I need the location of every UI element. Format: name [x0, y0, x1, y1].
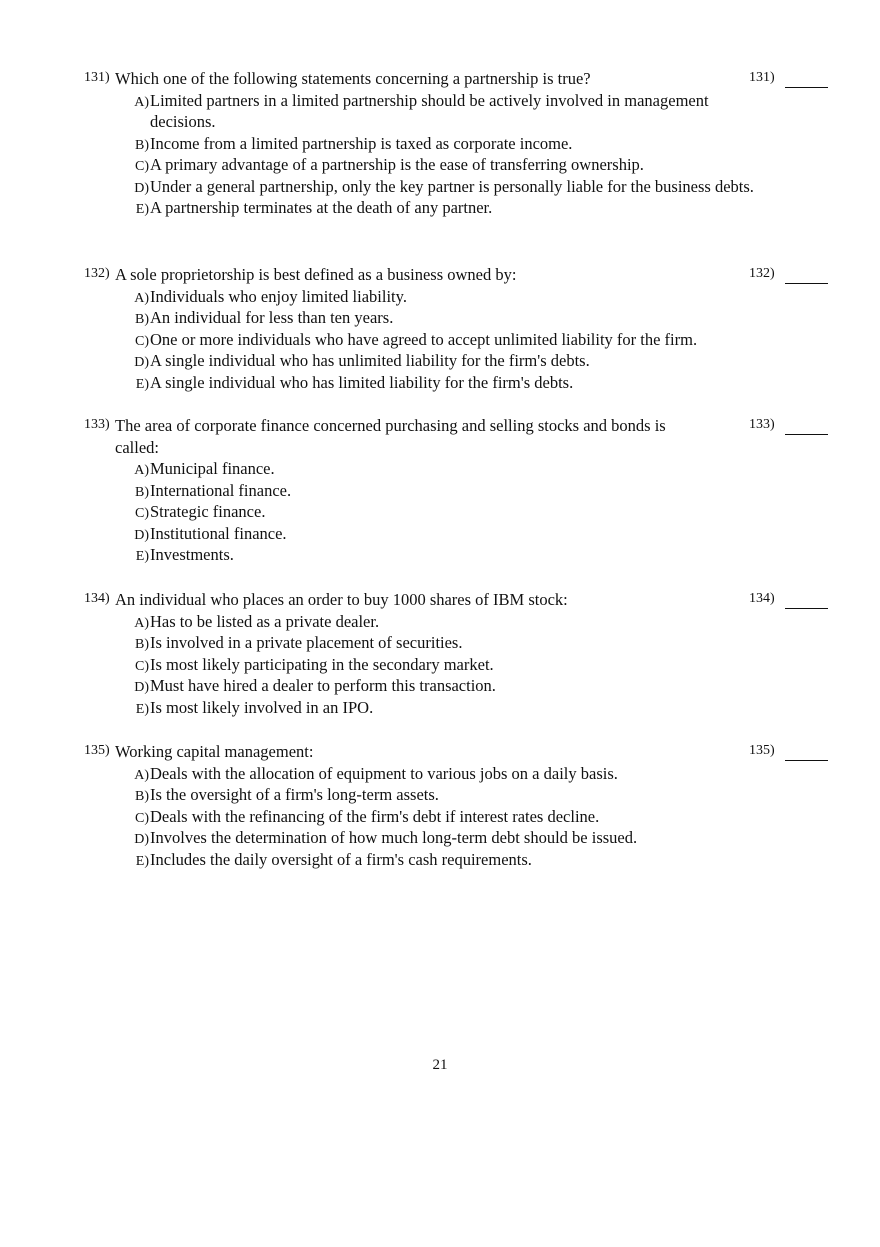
question-number: 131) [84, 70, 110, 85]
choice-text: Is the oversight of a firm's long-term assets. [150, 785, 439, 804]
choice-text: Limited partners in a limited partnership should be actively involved in management decisions. [150, 90, 709, 131]
choice-e [135, 372, 760, 394]
answer-blank[interactable] [749, 70, 828, 88]
question-number: 135) [84, 743, 110, 758]
choice-letter: B) [135, 137, 149, 153]
choice-e [135, 849, 760, 871]
choice-c [135, 654, 760, 676]
choice-letter: A) [134, 463, 149, 478]
choice-letter: E) [135, 701, 149, 717]
choice-letter: C) [135, 159, 149, 174]
choice-text: A primary advantage of a partnership is the ease of transferring ownership. [150, 155, 644, 174]
choice-b [135, 307, 760, 329]
choice-letter: C) [135, 658, 149, 674]
question-number: 134) [84, 591, 110, 606]
choice-text: Has to be listed as a private dealer. [150, 611, 380, 631]
choice-e [135, 197, 760, 219]
choice-text: Deals with the refinancing of the firm's debt if interest rates decline. [150, 806, 600, 826]
choice-list [84, 763, 844, 871]
choice-letter: D) [134, 355, 149, 370]
choice-letter: A) [134, 767, 149, 783]
answer-line [785, 760, 828, 761]
choice-d [134, 827, 760, 849]
choice-d [134, 350, 760, 372]
choice-a [134, 458, 760, 480]
choice-e [135, 544, 760, 566]
choice-letter: E) [135, 376, 149, 392]
choice-letter: D) [134, 832, 149, 847]
choice-c [135, 329, 760, 351]
choice-a [134, 611, 760, 633]
choice-text: Is most likely participating in the secondary market. [150, 654, 494, 674]
question-133 [84, 415, 844, 566]
page-number: 21 [432, 1057, 448, 1073]
question-text: An individual who places an order to buy 1000 shares of IBM stock: [115, 590, 568, 609]
choice-text: One or more individuals who have agreed to accept unlimited liability for the firm. [150, 329, 698, 349]
choice-text: Individuals who enjoy limited liability. [150, 286, 407, 306]
choice-text: Deals with the allocation of equipment to various jobs on a daily basis. [150, 763, 618, 783]
choice-letter: C) [135, 506, 149, 521]
choice-letter: E) [135, 202, 149, 217]
question-text: A sole proprietorship is best defined as a business owned by: [115, 265, 517, 284]
choice-letter: C) [135, 810, 149, 826]
choice-d [134, 176, 760, 198]
choice-c [135, 806, 760, 828]
choice-e [135, 697, 760, 719]
choice-b [135, 133, 760, 155]
answer-blank[interactable] [749, 266, 828, 284]
choice-list [84, 458, 844, 566]
choice-b [135, 632, 760, 654]
choice-letter: E) [135, 853, 149, 869]
answer-line [785, 434, 828, 435]
choice-text: A single individual who has unlimited liability for the firm's debts. [150, 351, 590, 370]
question-number: 132) [84, 266, 110, 281]
choice-b [135, 784, 760, 806]
answer-label: 135) [749, 743, 775, 758]
choice-text: Institutional finance. [150, 523, 287, 543]
choice-letter: A) [134, 94, 149, 110]
choice-text: A partnership terminates at the death of any partner. [150, 198, 493, 217]
choice-c [135, 501, 760, 523]
choice-text: Is most likely involved in an IPO. [150, 697, 374, 717]
question-text: The area of corporate finance concerned purchasing and selling stocks and bonds is called: [115, 416, 666, 457]
choice-d [134, 523, 760, 545]
choice-letter: B) [135, 637, 149, 652]
choice-a [134, 90, 760, 133]
choice-a [134, 763, 760, 785]
choice-list [84, 90, 844, 219]
question-135 [84, 741, 844, 870]
choice-text: An individual for less than ten years. [150, 308, 394, 327]
question-134 [84, 589, 844, 718]
choice-letter: B) [135, 484, 149, 500]
choice-letter: B) [135, 312, 149, 327]
choice-text: Strategic finance. [150, 502, 266, 521]
choice-text: Municipal finance. [150, 459, 275, 478]
choice-letter: D) [134, 527, 149, 543]
answer-label: 134) [749, 591, 775, 606]
question-132 [84, 264, 844, 393]
answer-line [785, 608, 828, 609]
choice-text: Must have hired a dealer to perform this transaction. [150, 676, 496, 695]
choice-text: International finance. [150, 480, 292, 500]
choice-letter: B) [135, 789, 149, 804]
answer-label: 132) [749, 266, 775, 281]
choice-letter: A) [134, 615, 149, 631]
choice-list [84, 286, 844, 394]
choice-text: A single individual who has limited liability for the firm's debts. [150, 372, 574, 392]
answer-line [785, 283, 828, 284]
question-number: 133) [84, 417, 110, 432]
choice-text: Includes the daily oversight of a firm's cash requirements. [150, 849, 532, 869]
answer-blank[interactable] [749, 417, 828, 435]
choice-text: Investments. [150, 545, 234, 564]
choice-text: Involves the determination of how much long-term debt should be issued. [150, 828, 638, 847]
choice-c [135, 154, 760, 176]
choice-text: Under a general partnership, only the key partner is personally liable for the business debts. [150, 176, 754, 196]
choice-text: Income from a limited partnership is taxed as corporate income. [150, 133, 573, 153]
choice-b [135, 480, 760, 502]
choice-letter: E) [135, 549, 149, 564]
answer-blank[interactable] [749, 591, 828, 609]
answer-label: 133) [749, 417, 775, 432]
choice-letter: A) [134, 290, 149, 306]
answer-blank[interactable] [749, 743, 828, 761]
choice-letter: D) [134, 180, 149, 196]
choice-text: Is involved in a private placement of securities. [150, 633, 463, 652]
choice-letter: C) [135, 333, 149, 349]
answer-line [785, 87, 828, 88]
question-131 [84, 68, 844, 219]
choice-a [134, 286, 760, 308]
answer-label: 131) [749, 70, 775, 85]
choice-letter: D) [134, 680, 149, 695]
question-text: Working capital management: [115, 742, 314, 761]
choice-d [134, 675, 760, 697]
question-text: Which one of the following statements concerning a partnership is true? [115, 69, 591, 88]
choice-list [84, 611, 844, 719]
